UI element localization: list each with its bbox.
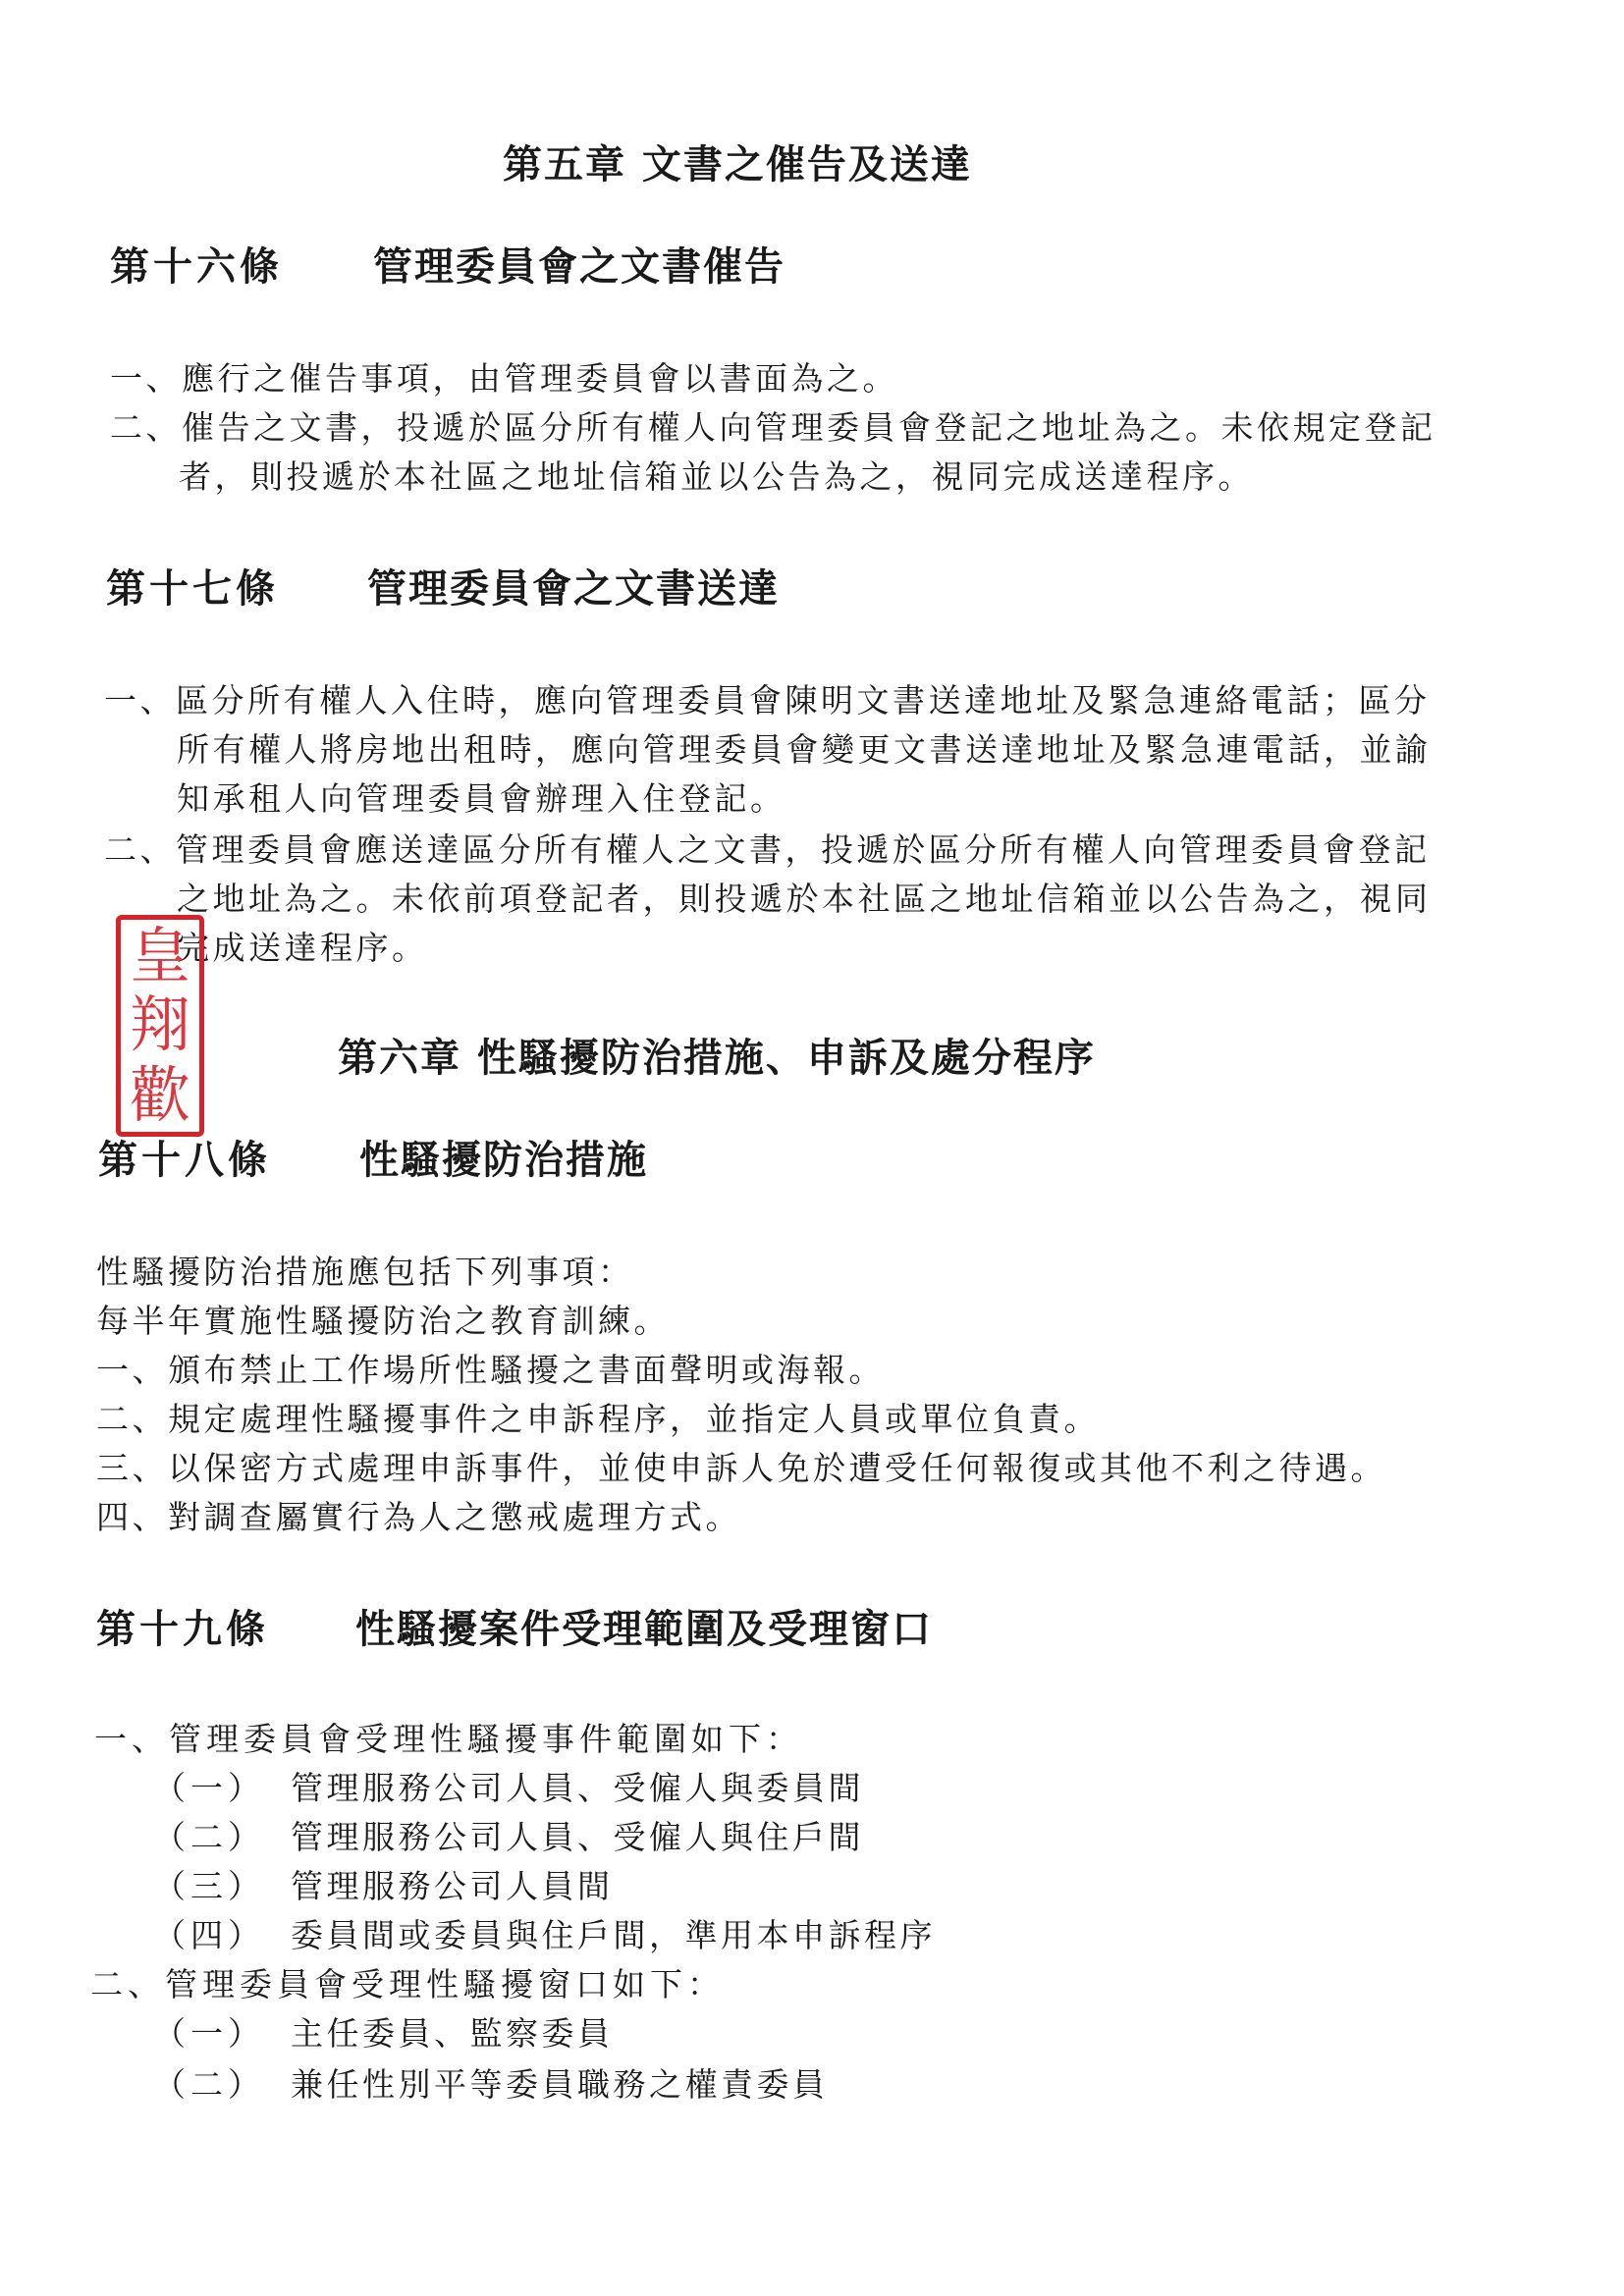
red-seal-stamp (116, 915, 204, 1137)
article-18-title: 性騷擾防治措施 (359, 1137, 648, 1183)
article-17-item: 完成送達程序。 (177, 929, 428, 967)
article-18-item: 四、對調查屬實行為人之懲戒處理方式。 (96, 1498, 741, 1536)
article-19-item: 一、管理委員會受理性騷擾事件範圍如下： (94, 1720, 803, 1758)
article-19-subitem-marker: （三） (153, 1867, 265, 1905)
article-18-number: 第十八條 (98, 1137, 271, 1183)
seal-char: 翔 (129, 988, 190, 1060)
chapter-six-title: 第六章 性騷擾防治措施、申訴及處分程序 (338, 1035, 1096, 1081)
article-18-item: 三、以保密方式處理申訴事件，並使申訴人免於遭受任何報復或其他不利之待遇。 (96, 1449, 1386, 1487)
article-18-item: 性騷擾防治措施應包括下列事項： (96, 1253, 634, 1291)
article-16-item: 者，則投遞於本社區之地址信箱並以公告為之，視同完成送達程序。 (179, 457, 1254, 496)
article-16-title: 管理委員會之文書催告 (373, 243, 785, 290)
article-19-subitem: 管理服務公司人員、受僱人與住戶間 (291, 1818, 864, 1856)
article-19-subitem: 委員間或委員與住戶間，準用本申訴程序 (291, 1916, 936, 1954)
seal-char: 皇 (129, 920, 190, 991)
article-18-item: 二、規定處理性騷擾事件之申訴程序，並指定人員或單位負責。 (96, 1400, 1100, 1438)
seal-char: 歡 (129, 1059, 190, 1131)
article-19-title: 性騷擾案件受理範圍及受理窗口 (355, 1606, 933, 1652)
article-19-subitem-marker: （二） (153, 2065, 265, 2104)
article-17-title: 管理委員會之文書送達 (367, 565, 780, 612)
article-17-number: 第十七條 (106, 565, 279, 612)
article-16-item: 二、催告之文書，投遞於區分所有權人向管理委員會登記之地址為之。未依規定登記 (110, 408, 1436, 447)
article-16-item: 一、應行之催告事項，由管理委員會以書面為之。 (110, 359, 898, 398)
article-18-item: 一、頒布禁止工作場所性騷擾之書面聲明或海報。 (96, 1351, 885, 1389)
article-19-subitem: 兼任性別平等委員職務之權責委員 (291, 2065, 829, 2104)
article-19-number: 第十九條 (96, 1606, 269, 1652)
article-17-item: 二、管理委員會應送達區分所有權人之文書，投遞於區分所有權人向管理委員會登記 (104, 830, 1431, 869)
article-19-subitem: 主任委員、監察委員 (291, 2014, 614, 2053)
article-19-subitem: 管理服務公司人員間 (291, 1867, 614, 1905)
article-19-subitem-marker: （二） (153, 1818, 265, 1856)
article-19-subitem-marker: （四） (153, 1916, 265, 1954)
article-19-subitem: 管理服務公司人員、受僱人與委員間 (291, 1769, 864, 1807)
article-17-item: 之地址為之。未依前項登記者，則投遞於本社區之地址信箱並以公告為之，視同 (177, 880, 1432, 918)
article-17-item: 所有權人將房地出租時，應向管理委員會變更文書送達地址及緊急連電話，並諭 (177, 730, 1432, 769)
article-19-subitem-marker: （一） (153, 2014, 265, 2053)
chapter-five-title: 第五章 文書之催告及送達 (503, 141, 972, 187)
article-18-item: 每半年實施性騷擾防治之教育訓練。 (96, 1302, 670, 1340)
article-17-item: 知承租人向管理委員會辦理入住登記。 (177, 779, 786, 818)
article-16-number: 第十六條 (110, 243, 283, 290)
article-17-item: 一、區分所有權人入住時，應向管理委員會陳明文書送達地址及緊急連絡電話；區分 (104, 681, 1431, 720)
article-19-item: 二、管理委員會受理性騷擾窗口如下： (90, 1965, 725, 2003)
article-19-subitem-marker: （一） (153, 1769, 265, 1807)
